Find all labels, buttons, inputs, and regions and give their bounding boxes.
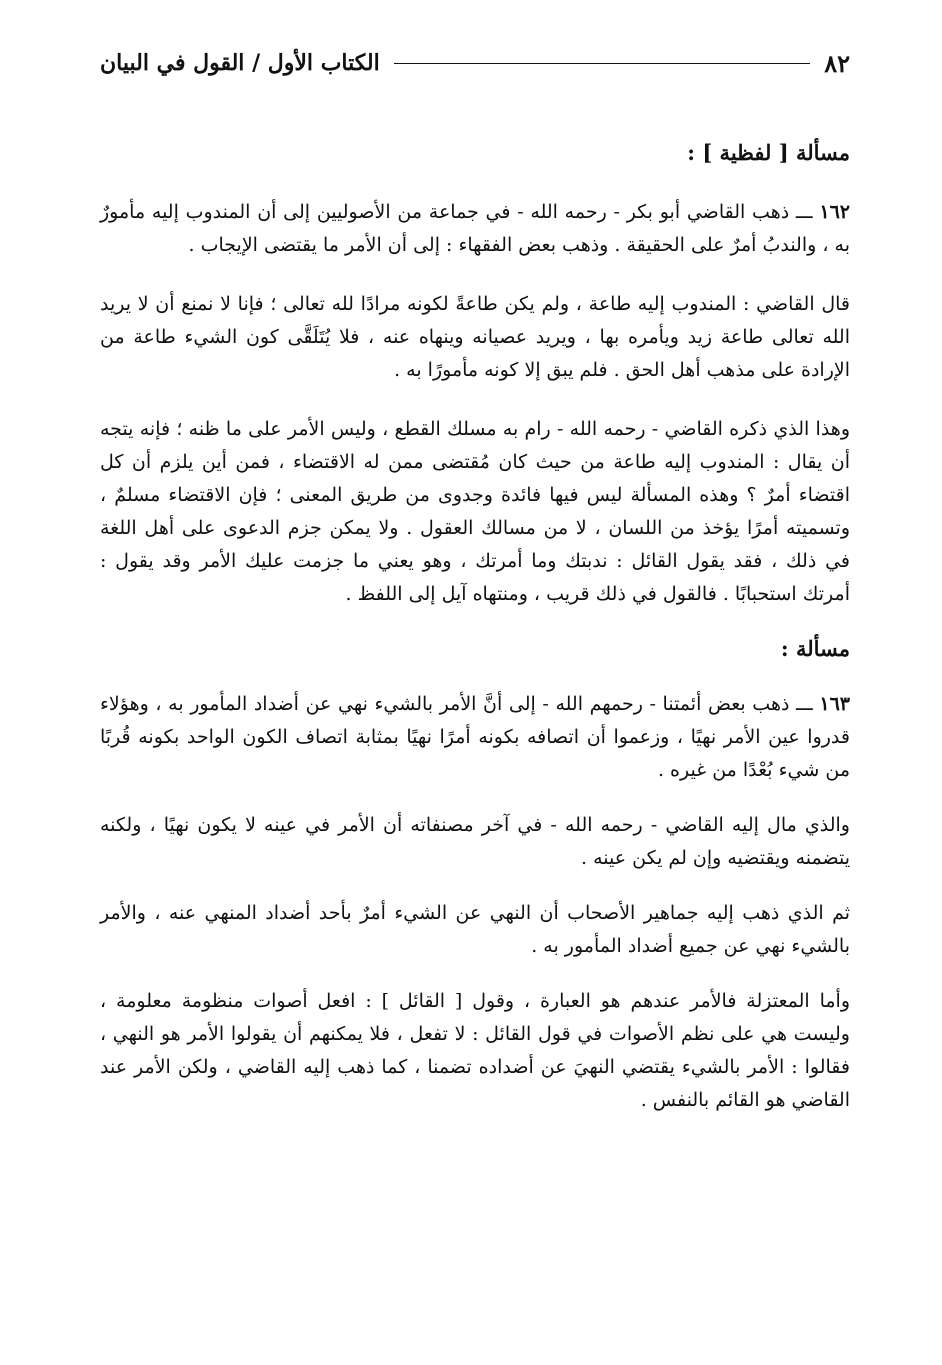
paragraph: ثم الذي ذهب إليه جماهير الأصحاب أن النهي عن الشيء أمرٌ بأحد أضداد المنهي عنه ، والأمر بالشيء نهي عن جميع أضداد المأمور به .	[100, 902, 850, 957]
section-heading: مسألة [ لفظية ] :	[687, 140, 850, 165]
paragraph	[100, 688, 850, 787]
paragraph: وهذا الذي ذكره القاضي - رحمه الله - رام به مسلك القطع ، وليس الأمر على ما ظنه ؛ فإنه يتجه أن يقال : المندوب إليه طاعة من حيث كان مُقتضى ممن له الاقتضاء ، فمن أين يلزم أن كل اقتضاء أمرٌ ؟ وهذه المسألة ليس فيها فائدة وجدوى من طريق المعنى ؛ فإن الاقتضاء مسلمٌ ، وتسميته أمرًا يؤخذ من اللسان ، لا من مسالك العقول . ولا يمكن جزم الدعوى على أهل اللغة في ذلك ، فقد يقول القائل : ندبتك وما أمرتك ، وهو يعني ما جزمت عليك الأمر وقد يقول : أمرتك استحبابًا . فالقول في ذلك قريب ، ومنتهاه آيل إلى اللفظ .	[100, 418, 850, 605]
paragraph: وأما المعتزلة فالأمر عندهم هو العبارة ، وقول [ القائل ] : افعل أصوات منظومة معلومة ، وليست هي على نظم الأصوات في قول القائل : لا تفعل ، فلا يمكنهم أن يقولوا الأمر هو النهي ، فقالوا : الأمر بالشيء يقتضي النهيَ عن أضداده تضمنا ، كما ذهب إليه القاضي ، ولكن الأمر عند القاضي هو القائم بالنفس .	[100, 990, 850, 1111]
paragraph-number: ١٦٣	[819, 693, 850, 715]
page-header	[100, 40, 850, 86]
paragraph-number: ١٦٢	[819, 201, 850, 223]
paragraph: والذي مال إليه القاضي - رحمه الله - في آخر مصنفاته أن الأمر في عينه لا يكون نهيًا ، ولكنه يتضمنه ويقتضيه وإن لم يكن عينه .	[100, 814, 850, 869]
paragraph-text: ـــ ذهب القاضي أبو بكر - رحمه الله - في جماعة من الأصوليين إلى أن المندوب إليه مأمورٌ به ، والندبُ أمرٌ على الحقيقة . وذهب بعض الفقهاء : إلى أن الأمر ما يقتضى الإيجاب .	[100, 201, 850, 256]
paragraph: قال القاضي : المندوب إليه طاعة ، ولم يكن طاعةً لكونه مرادًا لله تعالى ؛ فإنا لا نمنع أن لا يريد الله تعالى طاعة زيد ويأمره بها ، ويريد عصيانه وينهاه عنه ، فلا يُتَلَقَّى كون الشيء طاعة من الإرادة على مذهب أهل الحق . فلم يبق إلا كونه مأمورًا به .	[100, 293, 850, 381]
paragraph-text: ـــ ذهب بعض أئمتنا - رحمهم الله - إلى أنَّ الأمر بالشيء نهي عن أضداد المأمور به ، وهؤلاء قدروا عين الأمر نهيًا ، وزعموا أن اتصافه بكونه أمرًا نهيًا بمثابة اتصاف الكون الواحد بكونه قُربًا من شيء بُعْدًا من غيره .	[100, 693, 850, 781]
page-number: ٨٢	[824, 48, 850, 78]
section-heading: مسألة :	[780, 636, 850, 661]
running-title: الكتاب الأول / القول في البيان	[100, 50, 380, 76]
book-page	[100, 40, 850, 1136]
header-rule	[394, 63, 811, 64]
paragraph	[100, 196, 850, 262]
